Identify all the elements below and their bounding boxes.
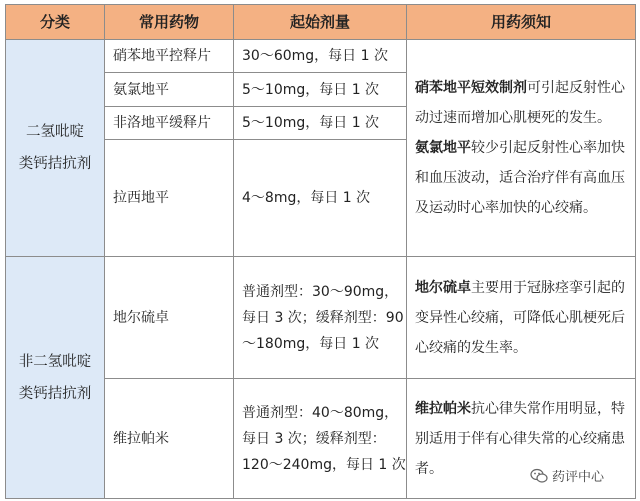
note-text: 主要用于冠脉痉挛引起的变异性心绞痛，可降低心肌梗死后心绞痛的发生率。	[415, 279, 625, 356]
header-notes: 用药须知	[407, 5, 636, 40]
dose-value: 5～10mg，每日 1 次	[234, 107, 407, 140]
table-header-row	[6, 5, 636, 40]
note-text: 可引起反射性心动过速而增加心肌梗死的发生。	[415, 80, 625, 126]
header-drug: 常用药物	[105, 5, 234, 40]
dose-value: 普通剂型：30～90mg，每日 3 次；缓释剂型：90～180mg，每日 1 次	[234, 257, 407, 379]
note-drug-bold: 地尔硫卓	[415, 279, 471, 296]
table-row	[6, 40, 636, 73]
header-category: 分类	[6, 5, 105, 40]
usage-notes	[407, 40, 636, 257]
dose-value: 5～10mg，每日 1 次	[234, 73, 407, 107]
note-paragraph	[415, 133, 631, 223]
dose-value: 4～8mg，每日 1 次	[234, 140, 407, 257]
drug-name: 地尔硫卓	[105, 257, 234, 379]
usage-notes	[407, 257, 636, 379]
drug-name: 拉西地平	[105, 140, 234, 257]
watermark-text: 药评中心	[552, 470, 605, 485]
drug-name: 非洛地平缓释片	[105, 107, 234, 140]
category-line: 类钙拮抗剂	[18, 156, 92, 172]
wechat-icon	[530, 468, 548, 484]
note-drug-bold: 氨氯地平	[415, 140, 471, 156]
dose-value: 30～60mg，每日 1 次	[234, 40, 407, 73]
drug-table	[5, 4, 636, 499]
category-non-dihydropyridine	[6, 257, 105, 499]
note-drug-bold: 硝苯地平短效制剂	[415, 80, 527, 96]
drug-name: 硝苯地平控释片	[105, 40, 234, 73]
category-line: 类钙拮抗剂	[18, 385, 92, 402]
table-row	[6, 257, 636, 379]
category-dihydropyridine	[6, 40, 105, 257]
drug-name: 维拉帕米	[105, 379, 234, 499]
category-line: 非二氢吡啶	[18, 353, 92, 370]
note-text: 较少引起反射性心率加快和血压波动，适合治疗伴有高血压及运动时心率加快的心绞痛。	[415, 140, 625, 216]
note-text: 抗心律失常作用明显，特别适用于伴有心律失常的心绞痛患者。	[415, 400, 625, 477]
watermark	[530, 466, 604, 485]
category-line: 二氢吡啶	[26, 124, 84, 140]
dose-value: 普通剂型：40～80mg，每日 3 次；缓释剂型：120～240mg，每日 1 次	[234, 379, 407, 499]
note-paragraph	[415, 73, 631, 133]
header-dose: 起始剂量	[234, 5, 407, 40]
drug-name: 氨氯地平	[105, 73, 234, 107]
note-drug-bold: 维拉帕米	[415, 400, 471, 417]
